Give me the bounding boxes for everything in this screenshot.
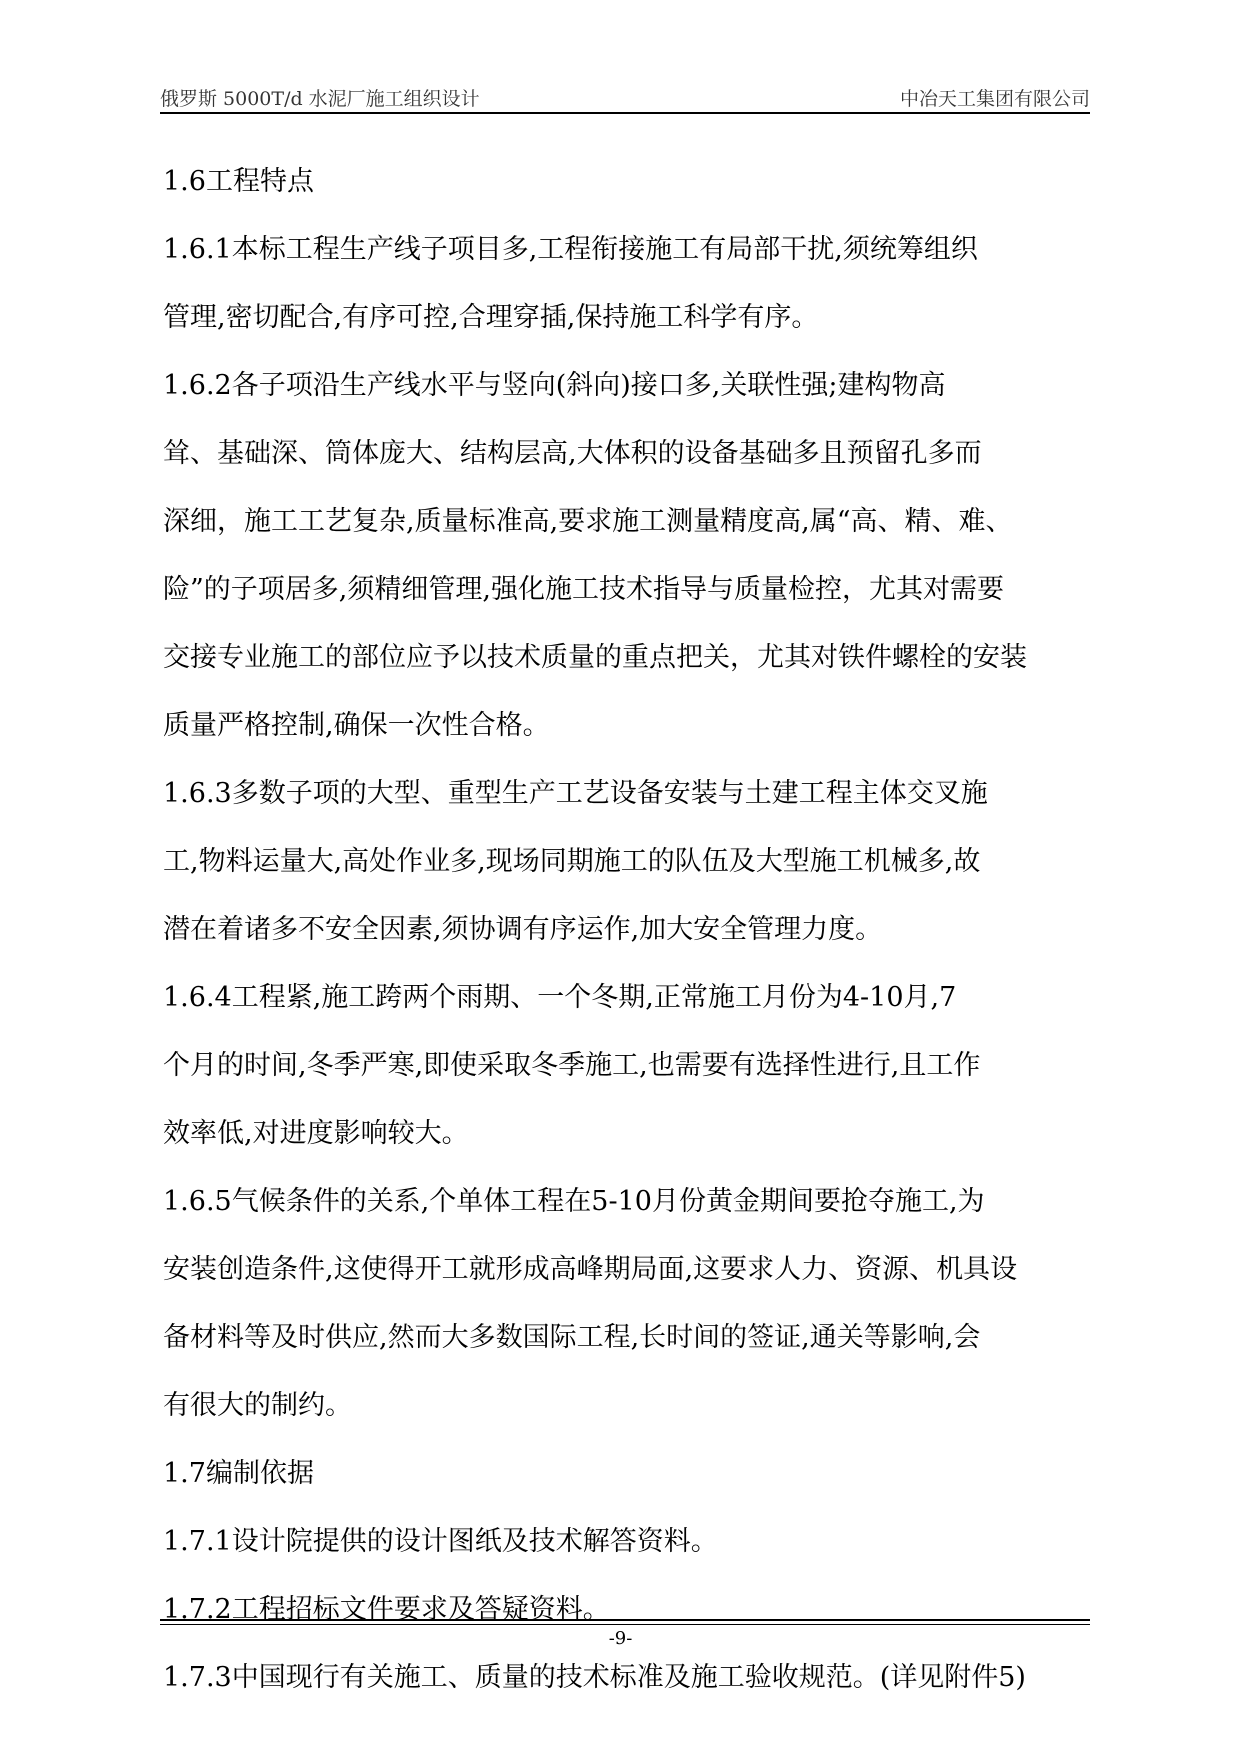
- text-line: 安装创造条件,这使得开工就形成高峰期局面,这要求人力、资源、机具设: [163, 1254, 1018, 1285]
- text-line: 1.6.4工程紧,施工跨两个雨期、一个冬期,正常施工月份为4-10月,7: [163, 982, 957, 1013]
- document-body: [163, 148, 1098, 1712]
- text-line: 工,物料运量大,高处作业多,现场同期施工的队伍及大型施工机械多,故: [163, 846, 981, 877]
- page-header: [160, 84, 1090, 116]
- page-number: -9-: [608, 1628, 633, 1649]
- text-line: 备材料等及时供应,然而大多数国际工程,长时间的签证,通关等影响,会: [163, 1322, 981, 1353]
- text-line: 1.6.3多数子项的大型、重型生产工艺设备安装与土建工程主体交叉施: [163, 778, 988, 809]
- text-line: 个月的时间,冬季严寒,即使采取冬季施工,也需要有选择性进行,且工作: [163, 1050, 981, 1081]
- text-line: 1.7.1设计院提供的设计图纸及技术解答资料。: [163, 1526, 718, 1557]
- text-line: 质量严格控制,确保一次性合格。: [163, 710, 550, 741]
- text-line: 深细，施工工艺复杂,质量标准高,要求施工测量精度高,属“高、精、难、: [163, 506, 1013, 537]
- text-line: 1.6.1本标工程生产线子项目多,工程衔接施工有局部干扰,须统筹组织: [163, 234, 978, 265]
- text-line: 潜在着诸多不安全因素,须协调有序运作,加大安全管理力度。: [163, 914, 883, 945]
- text-line: 效率低,对进度影响较大。: [163, 1118, 469, 1149]
- section-heading: 1.7编制依据: [163, 1458, 314, 1489]
- text-line: 1.6.5气候条件的关系,个单体工程在5-10月份黄金期间要抢夺施工,为: [163, 1186, 985, 1217]
- text-line: 1.7.2工程招标文件要求及答疑资料。: [163, 1594, 610, 1625]
- text-line: 1.7.3中国现行有关施工、质量的技术标准及施工验收规范。(详见附件5): [163, 1662, 1026, 1693]
- text-line: 有很大的制约。: [163, 1390, 352, 1421]
- header-rule: [160, 112, 1090, 114]
- text-line: 险”的子项居多,须精细管理,强化施工技术指导与质量检控，尤其对需要: [163, 574, 1004, 605]
- text-line: 1.6.2各子项沿生产线水平与竖向(斜向)接口多,关联性强;建构物高: [163, 370, 946, 401]
- document-title: 俄罗斯 5000T/d 水泥厂施工组织设计: [160, 88, 480, 110]
- text-line: 交接专业施工的部位应予以技术质量的重点把关，尤其对铁件螺栓的安装: [163, 642, 1027, 673]
- text-line: 耸、基础深、筒体庞大、结构层高,大体积的设备基础多且预留孔多而: [163, 438, 982, 469]
- footer-rule-thin: [160, 1624, 1090, 1625]
- section-heading: 1.6工程特点: [163, 166, 314, 197]
- company-name: 中冶天工集团有限公司: [899, 88, 1090, 110]
- text-line: 管理,密切配合,有序可控,合理穿插,保持施工科学有序。: [163, 302, 819, 333]
- footer-rule: [160, 1619, 1090, 1621]
